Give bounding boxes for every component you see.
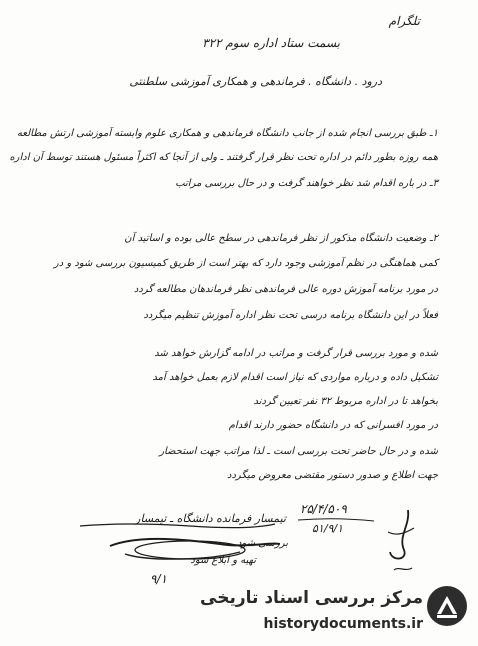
watermark-url[interactable]: historydocuments.ir [263,616,423,632]
paragraph-1-line-1: ۱ـ طبق بررسی انجام شده از جانب دانشگاه فرماندهی و همکاری علوم وابسته آموزشی ارتش مطالعه [16,128,438,139]
document-title: تلگرام [388,14,420,28]
document-line-number: بسمت ستاد اداره سوم ۳۲۲ [202,36,340,50]
paragraph-2-line-6: تشکیل داده و درباره مواردی که نیاز است اقدام لازم بعمل خواهد آمد [152,372,438,383]
watermark-name: مرکز بررسی اسناد تاریخی [200,588,423,608]
reference-date: ۵۱/۹/۱ [312,522,344,535]
paragraph-2-line-9: شده و در حال حاضر تحت بررسی است ـ لذا مراتب جهت استحضار [159,446,438,457]
document-subject: درود . دانشگاه . فرماندهی و همکاری آموزشی سلطنتی [129,75,382,88]
lower-date: ۹/۱ [150,572,167,586]
signer-line: تیمسار فرمانده دانشگاه ـ تیمسار [135,512,286,525]
lower-note-2: تهیه و ابلاغ شود [190,555,256,566]
paragraph-1-line-2: همه روزه بطور دائم در اداره تحت نظر قرار گرفتند ـ ولی از آنجا که اکثراً مسئول هستند توسط آن اداره [9,152,438,163]
archive-logo-icon [425,584,469,628]
paragraph-2-line-3: در مورد برنامه آموزش دوره عالی فرماندهی نظر فرماندهان مطالعه گردد [133,284,438,295]
paragraph-2-line-1: ۲ـ وضعیت دانشگاه مذکور از نظر فرماندهی در سطح عالی بوده و اساتید آن [124,233,438,244]
lower-note-1: بررسی شود [236,538,288,549]
paragraph-2-line-2: کمی هماهنگی در نظم آموزشی وجود دارد که بهتر است از طریق کمیسیون بررسی شود و در [53,258,438,269]
paragraph-1-line-3: ۳ـ در باره اقدام شد نظر خواهند گرفت و در حال بررسی مراتب [175,178,438,189]
paragraph-2-line-10: جهت اطلاع و صدور دستور مقتضی معروض میگردد [227,470,438,481]
paragraph-2-line-5: شده و مورد بررسی قرار گرفت و مراتب در ادامه گزارش خواهد شد [154,348,438,359]
paragraph-2-line-4: فعلاً در این دانشگاه برنامه درسی تحت نظر اداره آموزش تنظیم میگردد [143,310,438,321]
watermark-brand [190,572,475,642]
paragraph-2-line-7: بخواهد تا در اداره مربوط ۳۲ نفر تعیین گردند [253,396,438,407]
reference-number: ۲۵/۴/۵۰۹ [300,502,347,516]
paragraph-2-line-8: در مورد افسرانی که در دانشگاه حضور دارند اقدام [228,420,438,431]
